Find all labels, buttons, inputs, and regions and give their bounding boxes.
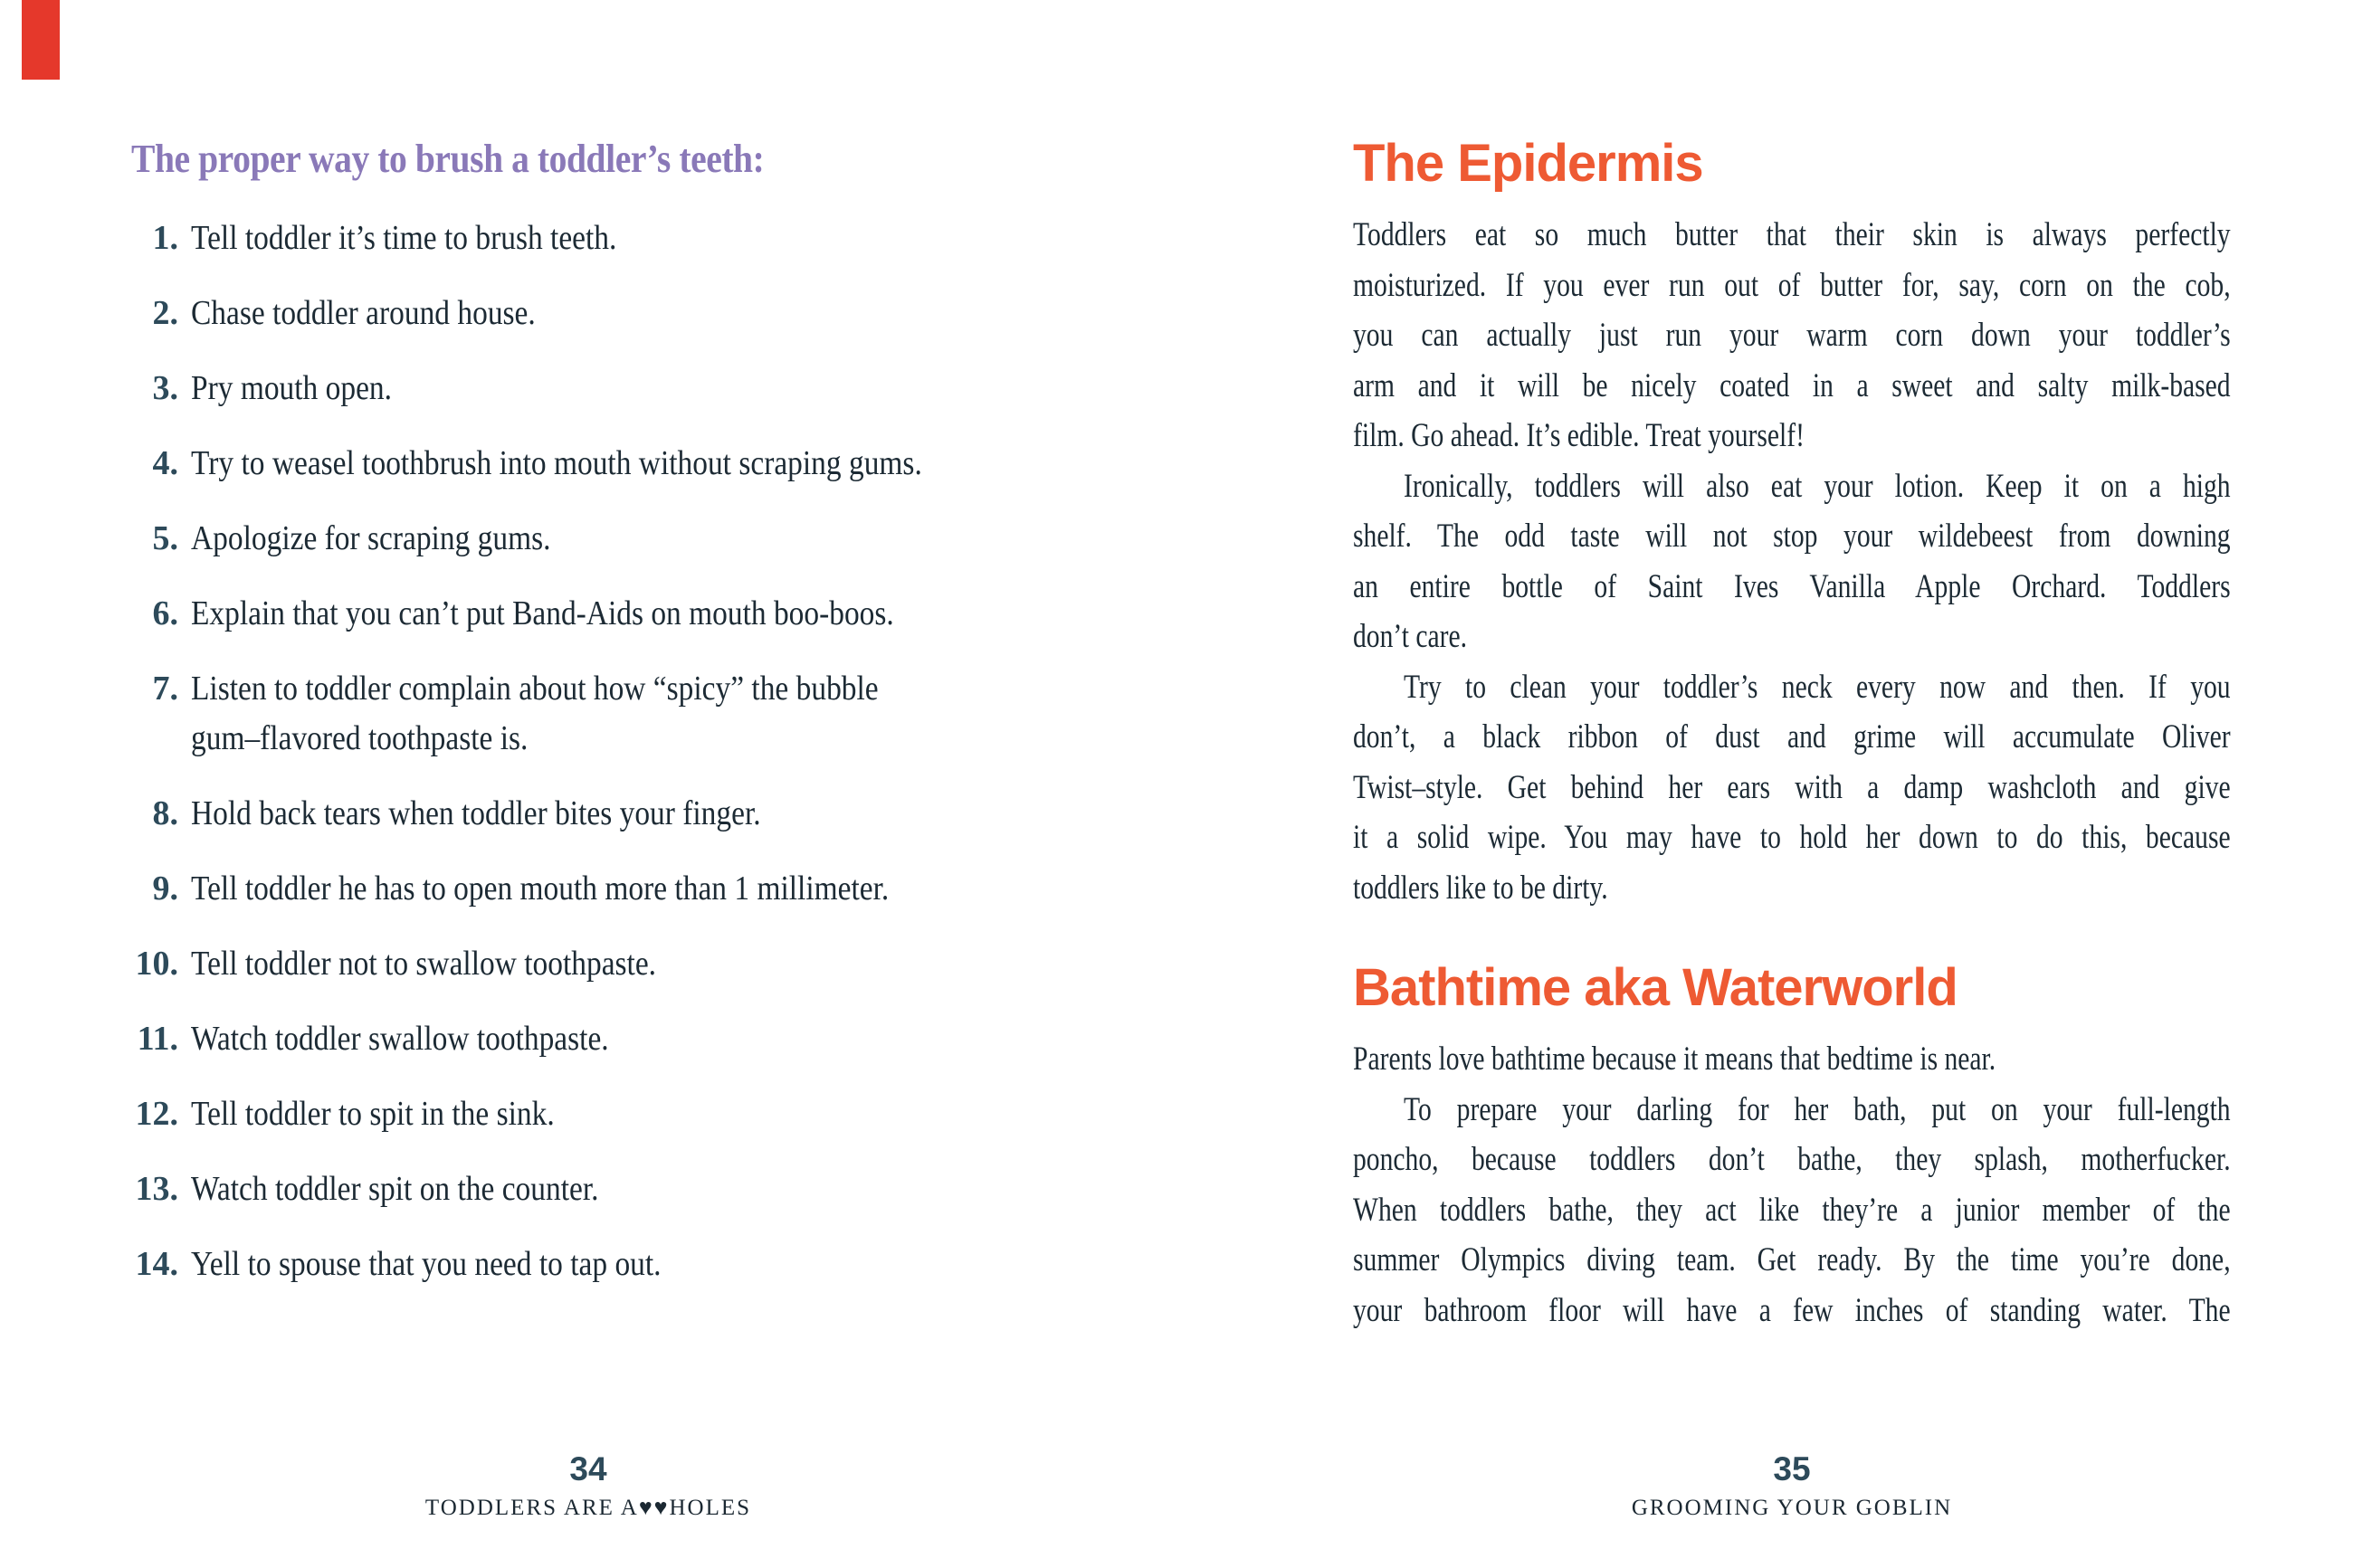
list-item-number: 4. (152, 444, 178, 482)
section-heading: The Epidermis (1353, 134, 1703, 193)
text-line: moisturized. If you ever run out of butter for, say, corn on the cob, (1353, 266, 2231, 304)
right-page-sections (1353, 136, 2231, 1335)
text-line: Ironically, toddlers will also eat your lotion. Keep it on a high (1404, 467, 2231, 505)
right-page-number: 35 (1773, 1450, 1811, 1487)
page-left (0, 0, 1176, 1568)
section-body (1353, 210, 2231, 913)
text-line: you can actually just run your warm corn down your toddler’s (1353, 317, 2231, 354)
left-page-number: 34 (569, 1450, 607, 1487)
list-item-number: 5. (152, 519, 178, 557)
left-running-title: TODDLERS ARE A♥♥HOLES (424, 1496, 752, 1520)
list-item-text: Tell toddler he has to open mouth more than 1 millimeter. (191, 870, 890, 908)
text-line: Parents love bathtime because it means that bedtime is near. (1353, 1041, 1996, 1078)
paragraph (1353, 210, 2231, 461)
list-item (122, 1164, 1176, 1214)
list-item-text: Chase toddler around house. (191, 294, 536, 332)
text-line: When toddlers bathe, they act like they’re a junior member of the (1353, 1191, 2231, 1229)
paragraph (1353, 461, 2231, 662)
list-item (122, 289, 1176, 338)
list-item-text: Watch toddler swallow toothpaste. (191, 1020, 609, 1058)
list-item (122, 1014, 1176, 1064)
list-item-text: Watch toddler spit on the counter. (191, 1170, 599, 1208)
text-line: don’t care. (1353, 618, 1468, 655)
text-line: film. Go ahead. It’s edible. Treat yourself! (1353, 417, 1805, 454)
list-item-number: 6. (152, 594, 178, 632)
list-item-text: Pry mouth open. (191, 369, 393, 407)
text-line: summer Olympics diving team. Get ready. By the time you’re done, (1353, 1241, 2231, 1278)
section-body (1353, 1034, 2231, 1335)
left-page-heading: The proper way to brush a toddler’s teeth: (131, 137, 765, 181)
list-item-number: 2. (152, 294, 178, 332)
list-item (122, 789, 1176, 839)
list-item-text: Explain that you can’t put Band-Aids on mouth boo-boos. (191, 594, 894, 632)
text-line: poncho, because toddlers don’t bathe, they splash, motherfucker. (1353, 1141, 2231, 1178)
right-running-title: GROOMING YOUR GOBLIN (1631, 1496, 1953, 1520)
list-item-number: 14. (135, 1245, 178, 1283)
list-item (122, 439, 1176, 489)
section-heading: Bathtime aka Waterworld (1353, 958, 1958, 1017)
list-item-number: 12. (135, 1095, 178, 1133)
list-item (122, 514, 1176, 564)
list-item-number: 10. (135, 945, 178, 983)
list-item (122, 1240, 1176, 1289)
list-item-text: Apologize for scraping gums. (191, 519, 551, 557)
list-item-number: 7. (152, 670, 178, 708)
text-line: To prepare your darling for her bath, put on your full-length (1404, 1090, 2231, 1128)
paragraph (1353, 1034, 2231, 1085)
text-line: Try to clean your toddler’s neck every now and then. If you (1404, 668, 2231, 706)
page-right (1353, 0, 2231, 1568)
text-line: arm and it will be nicely coated in a sweet and salty milk-based (1353, 366, 2231, 404)
list-item (122, 1089, 1176, 1139)
list-item (122, 589, 1176, 639)
list-item (122, 939, 1176, 989)
text-line: Twist–style. Get behind her ears with a damp washcloth and give (1353, 768, 2231, 806)
list-item-number: 9. (152, 870, 178, 908)
text-line: your bathroom floor will have a few inches of standing water. The (1353, 1291, 2231, 1329)
list-item-number: 8. (152, 794, 178, 832)
paragraph (1353, 1085, 2231, 1336)
list-item (122, 364, 1176, 413)
list-item-text: Try to weasel toothbrush into mouth without scraping gums. (191, 444, 922, 482)
list-item-number: 13. (135, 1170, 178, 1208)
list-item-text: Tell toddler not to swallow toothpaste. (191, 945, 657, 983)
list-item-text: Tell toddler it’s time to brush teeth. (191, 219, 617, 257)
text-line: shelf. The odd taste will not stop your wildebeest from downing (1353, 518, 2231, 555)
text-line: Toddlers eat so much butter that their skin is always perfectly (1353, 216, 2231, 253)
paragraph (1353, 662, 2231, 914)
list-item-number: 1. (152, 219, 178, 257)
list-item (122, 214, 1176, 263)
list-item-text: Hold back tears when toddler bites your finger. (191, 794, 761, 832)
brushing-steps-list (122, 214, 1176, 1289)
text-line: toddlers like to be dirty. (1353, 869, 1608, 907)
list-item (122, 864, 1176, 914)
list-item-text: Listen to toddler complain about how “spicy” the bubble gum–flavored toothpaste is. (191, 670, 879, 757)
list-item-text: Yell to spouse that you need to tap out. (191, 1245, 662, 1283)
list-item-number: 11. (137, 1020, 178, 1058)
text-line: don’t, a black ribbon of dust and grime will accumulate Oliver (1353, 718, 2231, 755)
text-line: an entire bottle of Saint Ives Vanilla Apple Orchard. Toddlers (1353, 567, 2231, 605)
list-item-number: 3. (152, 369, 178, 407)
list-item (122, 664, 1176, 764)
text-line: it a solid wipe. You may have to hold her down to do this, because (1353, 819, 2231, 856)
list-item-text: Tell toddler to spit in the sink. (191, 1095, 555, 1133)
